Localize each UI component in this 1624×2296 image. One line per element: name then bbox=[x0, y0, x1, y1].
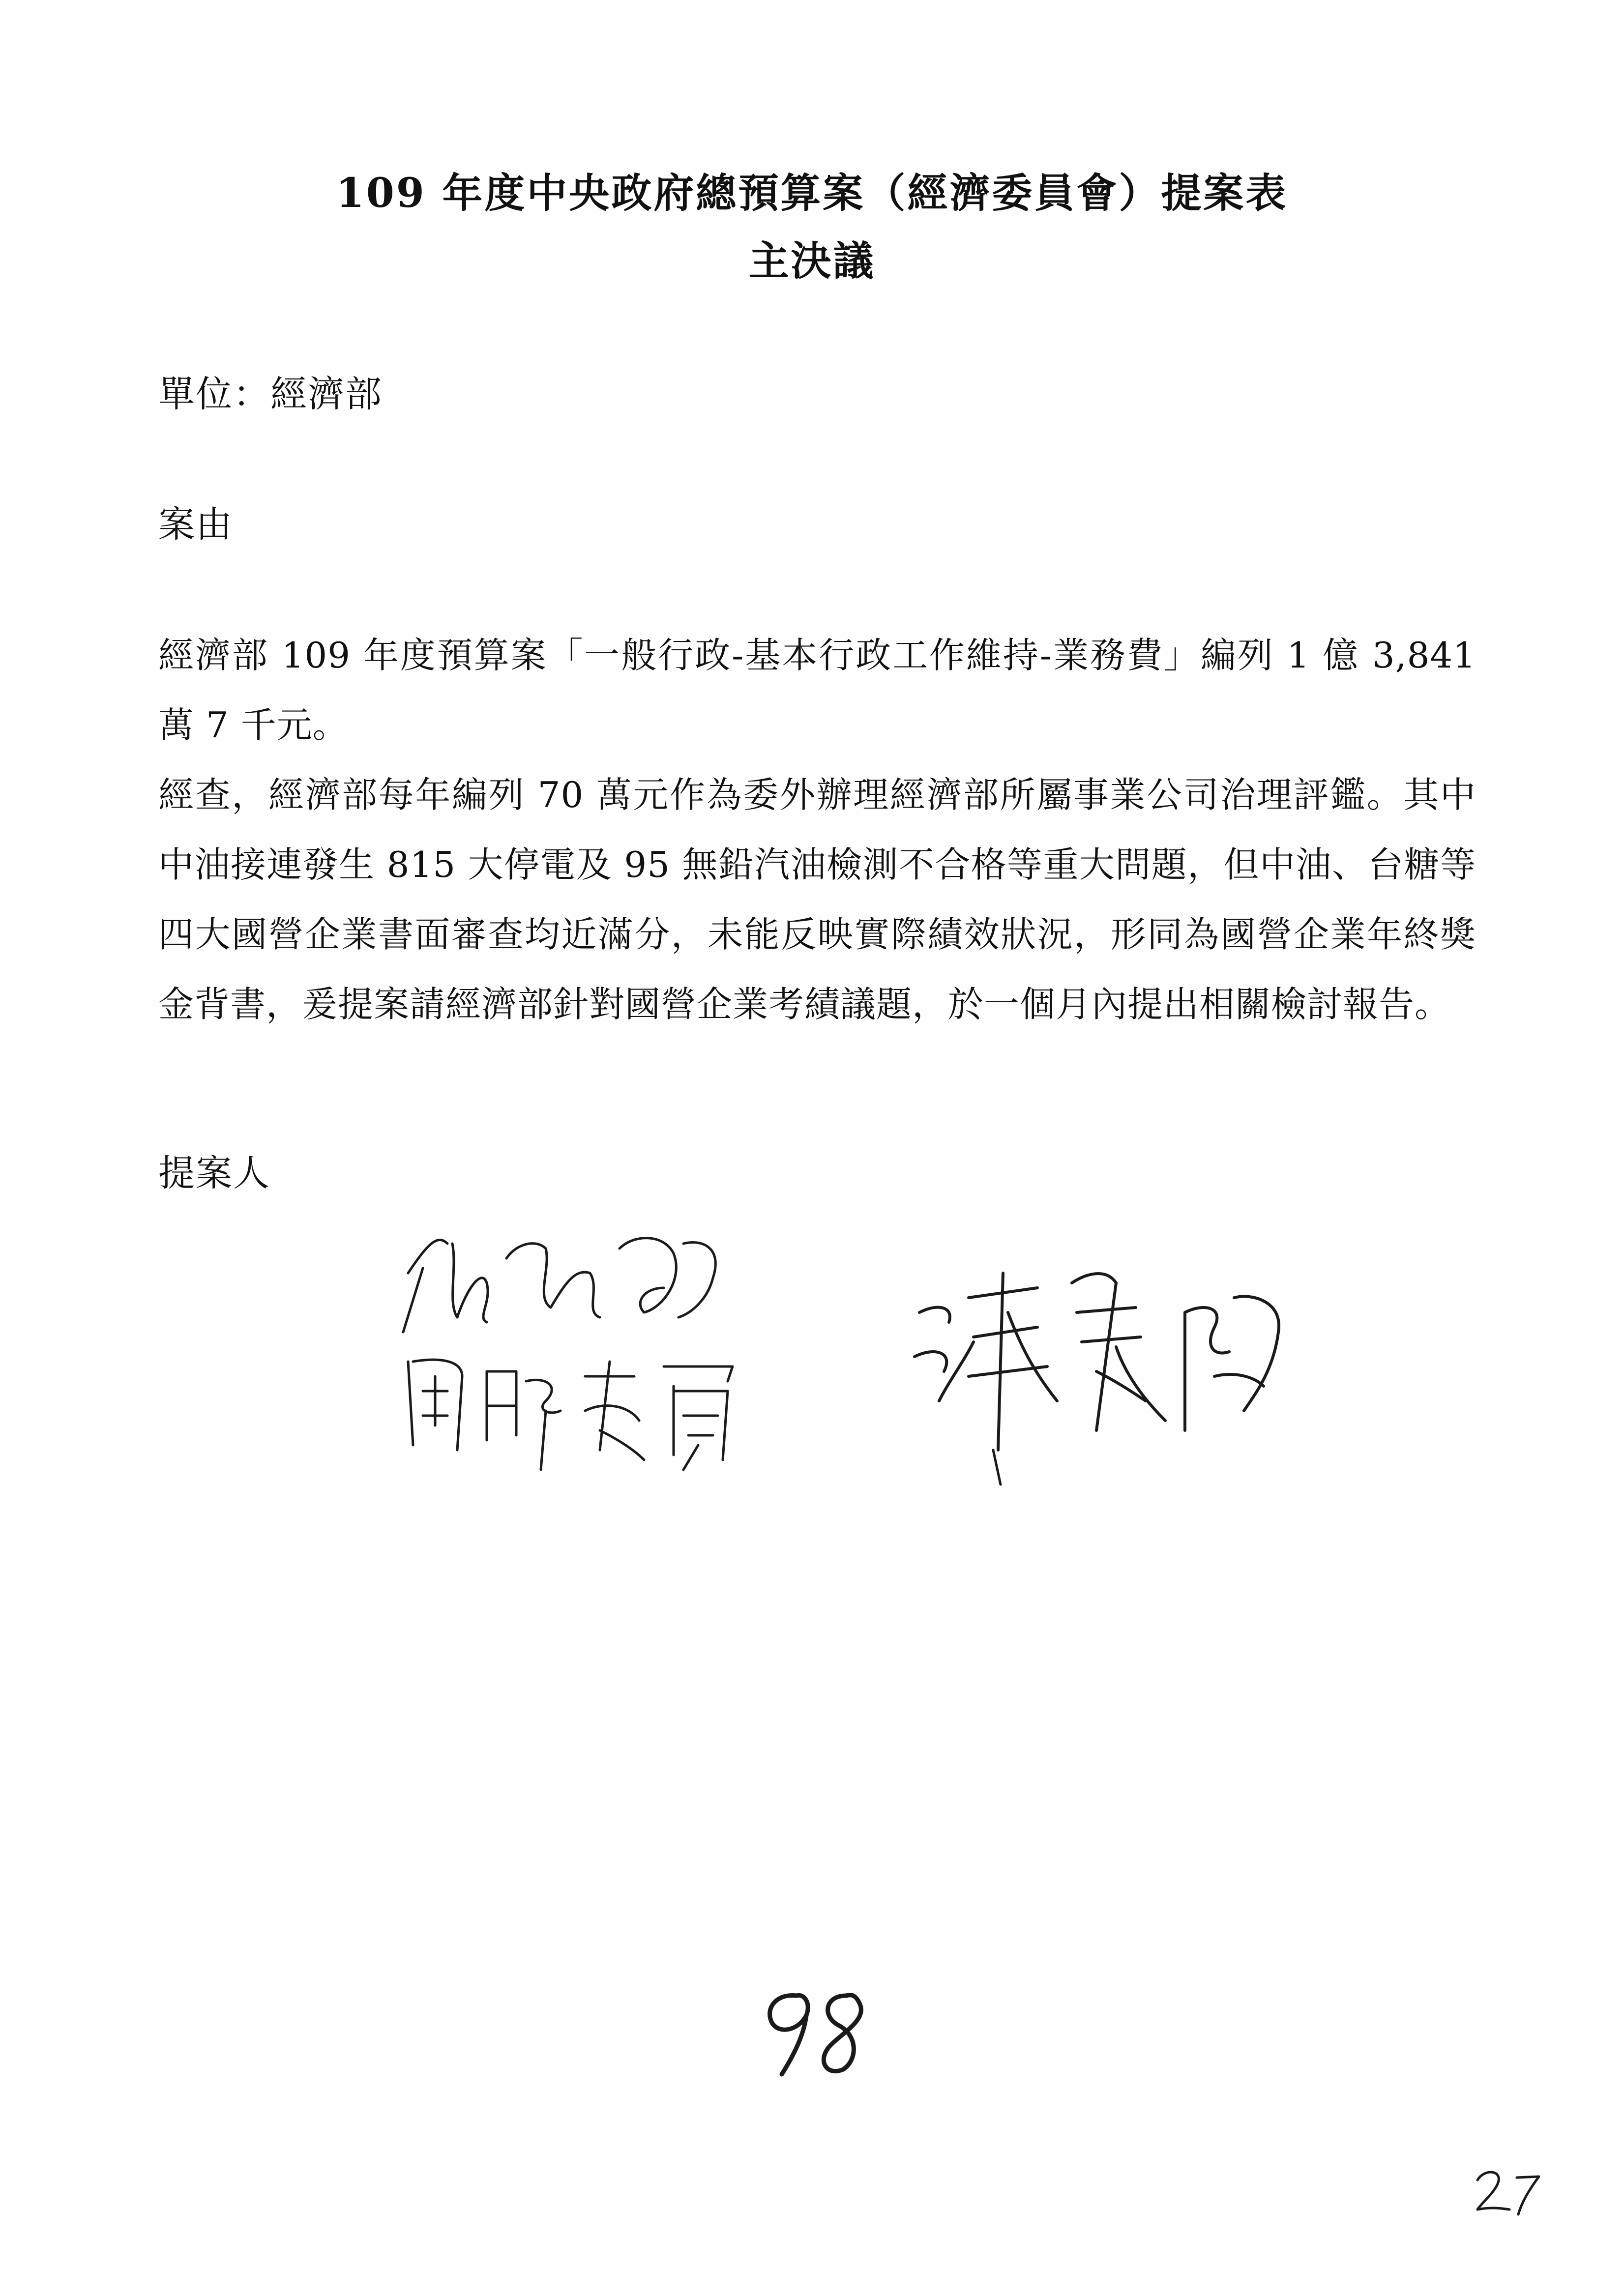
unit-line: 單位：經濟部 bbox=[158, 373, 383, 415]
proposer-label: 提案人 bbox=[158, 1152, 270, 1194]
handwritten-page-number bbox=[752, 1981, 880, 2079]
reason-paragraph-2: 經查，經濟部每年編列 70 萬元作為委外辦理經濟部所屬事業公司治理評鑑。其中中油接連發生 815 大停電及 95 無鉛汽油檢測不合格等重大問題，但中油、台糖等四大國營企業書面審查均近滿分，未能反映實際績效狀況，形同為國營企業年終獎金背書，爰提案請經濟部針對國營企業考績議題，於一個月內提出相關檢討報告。 bbox=[158, 774, 1476, 1025]
handwritten-signature-right bbox=[910, 1253, 1313, 1509]
document-title: 109 年度中央政府總預算案（經濟委員會）提案表 bbox=[336, 170, 1288, 217]
handwritten-corner-number bbox=[1470, 2163, 1544, 2217]
document-subtitle: 主決議 bbox=[748, 237, 876, 285]
reason-body bbox=[158, 620, 1476, 1039]
reason-heading: 案由 bbox=[158, 503, 233, 546]
handwritten-signature-left bbox=[388, 1214, 762, 1489]
reason-paragraph-1: 經濟部 109 年度預算案「一般行政-基本行政工作維持-業務費」編列 1 億 3,841 萬 7 千元。 bbox=[158, 635, 1476, 746]
